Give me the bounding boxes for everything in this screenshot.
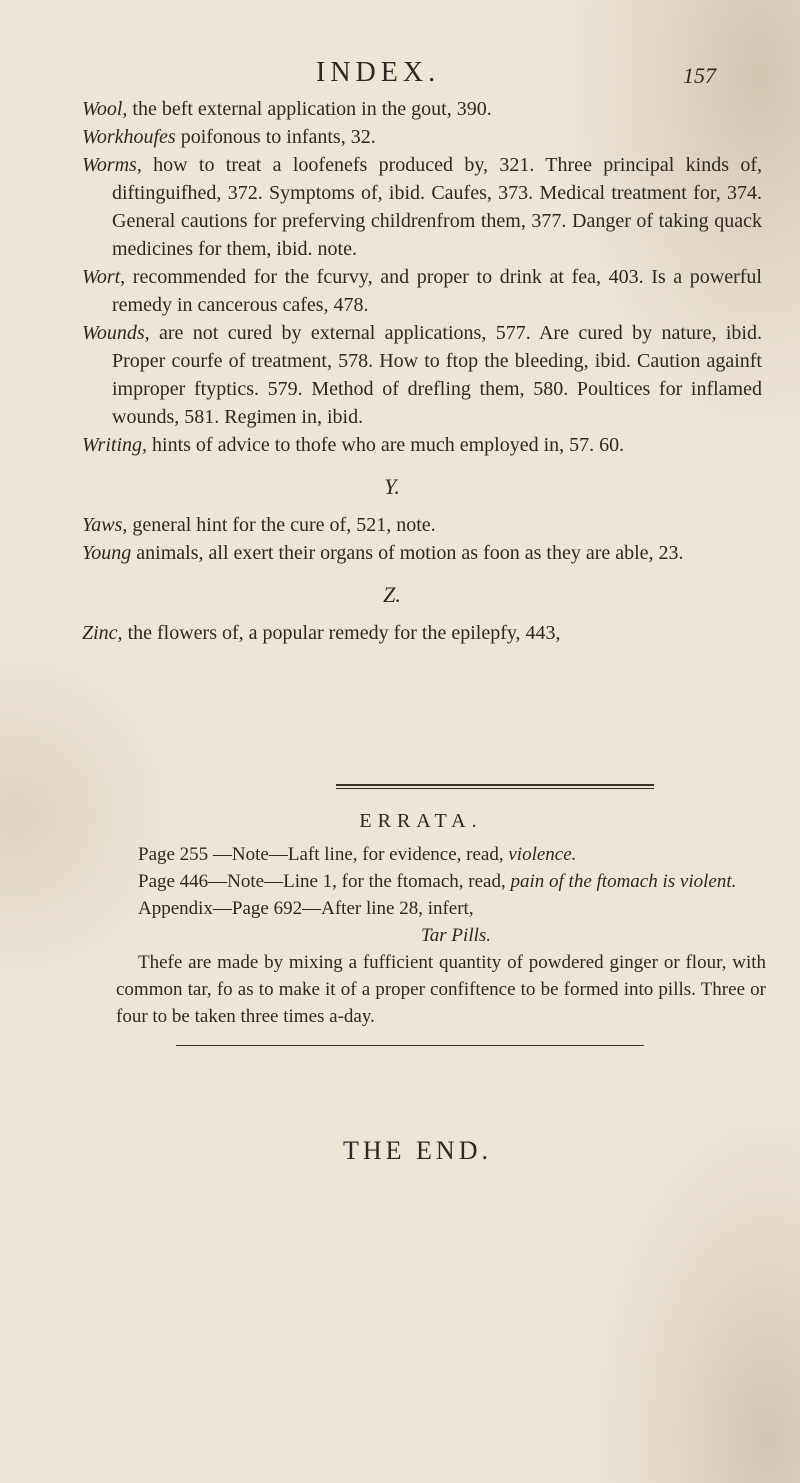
index-entry: Wort, recommended for the fcurvy, and proper to drink at fea, 403. Is a powerful remedy in cancerous cafes, 478. bbox=[82, 266, 762, 316]
end-divider bbox=[176, 1045, 644, 1046]
errata-line: Page 255 —Note—Laft line, for evidence, read, violence. bbox=[138, 844, 577, 865]
errata-title: ERRATA. bbox=[359, 810, 483, 832]
index-entry: Wounds, are not cured by external applications, 577. Are cured by nature, ibid. Proper courfe of treatment, 578. How to ftop the bleeding, ibid. Caution againft improper ftyptics. 579. Method of drefling them, 580. Poultices for inflamed wounds, 581. Regimen in, ibid. bbox=[82, 322, 762, 428]
index-entry: Wool, the beft external application in the gout, 390. bbox=[82, 98, 492, 120]
index-entry: Young animals, all exert their organs of motion as foon as they are able, 23. bbox=[82, 542, 684, 564]
errata-line: Appendix—Page 692—After line 28, infert, bbox=[138, 898, 474, 919]
errata-line: Thefe are made by mixing a fufficient quantity of powdered ginger or flour, with common tar, fo as to make it of a proper confiftence to be formed into pills. Three or four to be taken three times a-day. bbox=[116, 952, 766, 1027]
section-letter-y: Y. bbox=[384, 474, 400, 499]
index-entry: Worms, how to treat a loofenefs produced by, 321. Three principal kinds of, diftinguifhed, 372. Symptoms of, ibid. Caufes, 373. Medical treatment for, 374. General cautions for preferving childrenfrom them, 377. Danger of taking quack medicines for them, ibid. note. bbox=[82, 154, 762, 260]
index-entry: Zinc, the flowers of, a popular remedy for the epilepfy, 443, bbox=[82, 622, 561, 644]
index-entry: Writing, hints of advice to thofe who are much employed in, 57. 60. bbox=[82, 434, 625, 456]
errata-line: Page 446—Note—Line 1, for the ftomach, read, pain of the ftomach is violent. bbox=[138, 871, 737, 892]
index-section bbox=[82, 95, 762, 647]
section-letter-z: Z. bbox=[383, 582, 401, 607]
errata-section bbox=[116, 808, 766, 1030]
errata-subheading: Tar Pills. bbox=[420, 925, 492, 946]
section-divider bbox=[336, 784, 654, 789]
page-number: 157 bbox=[683, 63, 716, 88]
the-end: THE END. bbox=[343, 1136, 492, 1165]
index-entry: Workhoufes poifonous to infants, 32. bbox=[82, 126, 376, 148]
page-header bbox=[0, 57, 800, 97]
running-head: INDEX. bbox=[316, 57, 441, 88]
index-entry: Yaws, general hint for the cure of, 521, note. bbox=[82, 514, 436, 536]
